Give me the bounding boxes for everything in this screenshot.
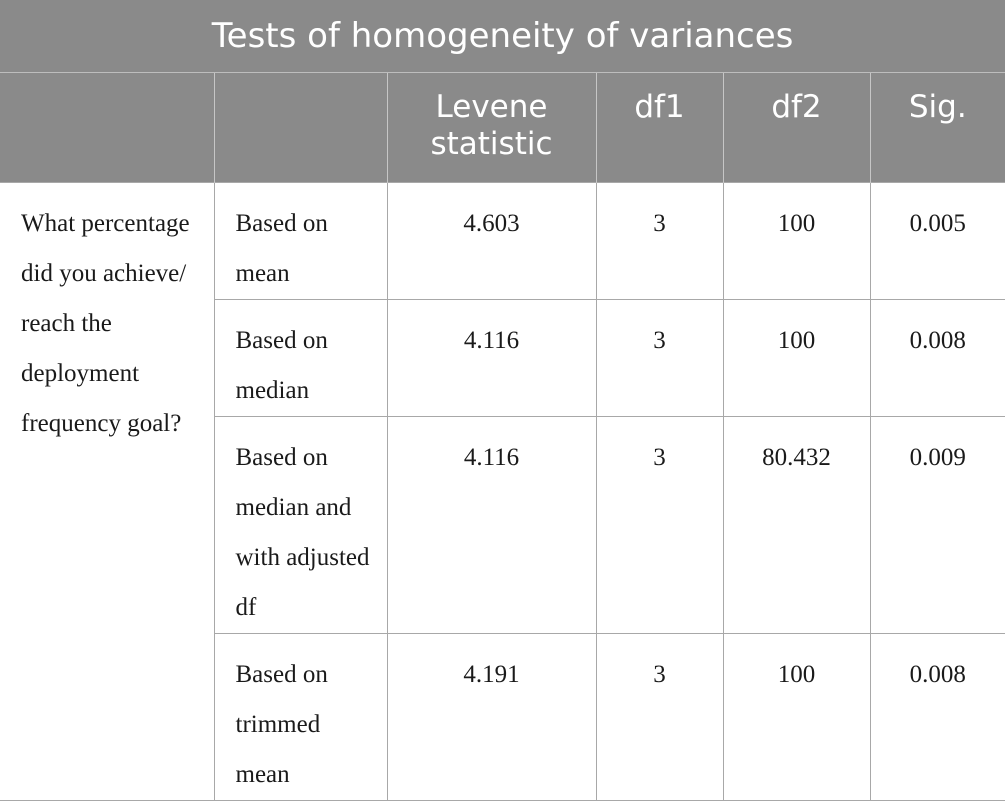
- header-df2: df2: [723, 72, 870, 182]
- row-label: Based on median and with adjusted df: [214, 416, 387, 633]
- header-blank-1: [0, 72, 214, 182]
- table-title: Tests of homogeneity of variances: [0, 0, 1005, 72]
- sig-value: 0.008: [870, 633, 1005, 800]
- df1-value: 3: [596, 182, 723, 299]
- levene-value: 4.116: [387, 299, 596, 416]
- df1-value: 3: [596, 633, 723, 800]
- row-label: Based on trimmed mean: [214, 633, 387, 800]
- levene-value: 4.116: [387, 416, 596, 633]
- sig-value: 0.005: [870, 182, 1005, 299]
- df2-value: 80.432: [723, 416, 870, 633]
- sig-value: 0.009: [870, 416, 1005, 633]
- row-label: Based on mean: [214, 182, 387, 299]
- df2-value: 100: [723, 299, 870, 416]
- header-blank-2: [214, 72, 387, 182]
- levene-value: 4.191: [387, 633, 596, 800]
- df1-value: 3: [596, 416, 723, 633]
- header-df1: df1: [596, 72, 723, 182]
- header-sig: Sig.: [870, 72, 1005, 182]
- row-label: Based on median: [214, 299, 387, 416]
- df2-value: 100: [723, 633, 870, 800]
- header-levene-statistic: Levene statistic: [387, 72, 596, 182]
- question-label: What percentage did you achieve/ reach the deployment frequency goal?: [0, 182, 214, 800]
- levene-value: 4.603: [387, 182, 596, 299]
- sig-value: 0.008: [870, 299, 1005, 416]
- df2-value: 100: [723, 182, 870, 299]
- df1-value: 3: [596, 299, 723, 416]
- table-row: [0, 182, 1005, 299]
